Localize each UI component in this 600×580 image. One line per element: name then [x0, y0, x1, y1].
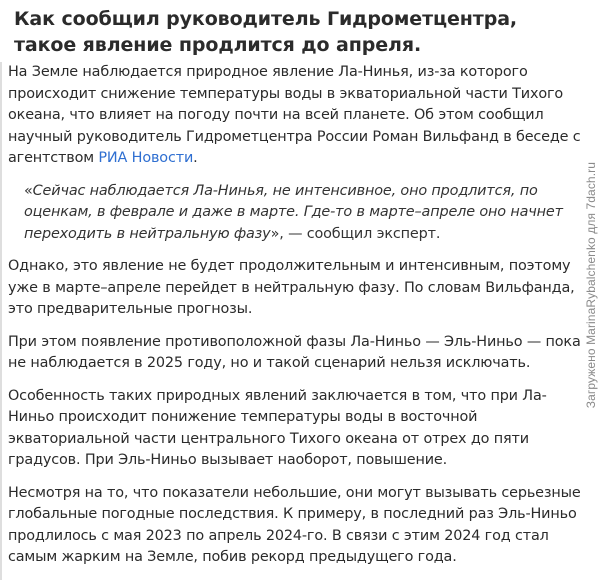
paragraph-intro-end: .: [193, 150, 198, 166]
upload-watermark: [584, 60, 598, 510]
quote-text: Сейчас наблюдается Ла-Нинья, не интенсивное, оно продлится, по оценкам, в феврале и даже в марте. Где-то в марте–апреле оно начнет переходить в нейтральную фазу: [24, 182, 563, 242]
paragraph-el-nino: При этом появление противоположной фазы Ла-Ниньо — Эль-Ниньо — пока не наблюдается в 2025 году, но и такой сценарий нельзя исключать.: [8, 333, 581, 371]
paragraph-feature: Особенность таких природных явлений заключается в том, что при Ла-Ниньо происходит понижение температуры воды в восточной экваториальной части центрального Тихого океана от отрех до пяти градусов. При Эль-Ниньо вызывает наоборот, повышение.: [8, 387, 547, 468]
quote-open-mark: «: [24, 182, 33, 199]
article-headline: Как сообщил руководитель Гидрометцентра, такое явление продлится до апреля.: [14, 8, 518, 56]
ria-news-link[interactable]: РИА Новости: [98, 150, 194, 166]
paragraph-intro-text: На Земле наблюдается природное явление Ла-Нинья, из-за которого происходит снижение температуры воды в экваториальной части Тихого океана, что влияет на погоду почти на всей планете. Об этом сообщил научный руководитель Гидрометцентра России Роман Вильфанд в беседе с агентством: [8, 64, 581, 166]
paragraph-forecast: Однако, это явление не будет продолжительным и интенсивным, поэтому уже в марте–апреле перейдет в нейтральную фазу. По словам Вильфанда, это предварительные прогнозы.: [8, 258, 575, 317]
expert-quote: [24, 181, 583, 246]
paragraph-consequences: Несмотря на то, что показатели небольшие, они могут вызывать серьезные глобальные погодные последствия. К примеру, в последний раз Эль-Ниньо продлилось с мая 2023 по апрель 2024-го. В связи с этим 2024 год стал самым жарким на Земле, побив рекорд предыдущего года.: [8, 484, 581, 565]
article-body: [0, 62, 583, 580]
paragraph-intro: [8, 62, 583, 170]
watermark-text: Загружено MarinaRybalchenko для 7dach.ru: [584, 161, 598, 409]
quote-attribution: », — сообщил эксперт.: [270, 225, 441, 242]
article: [8, 0, 582, 565]
